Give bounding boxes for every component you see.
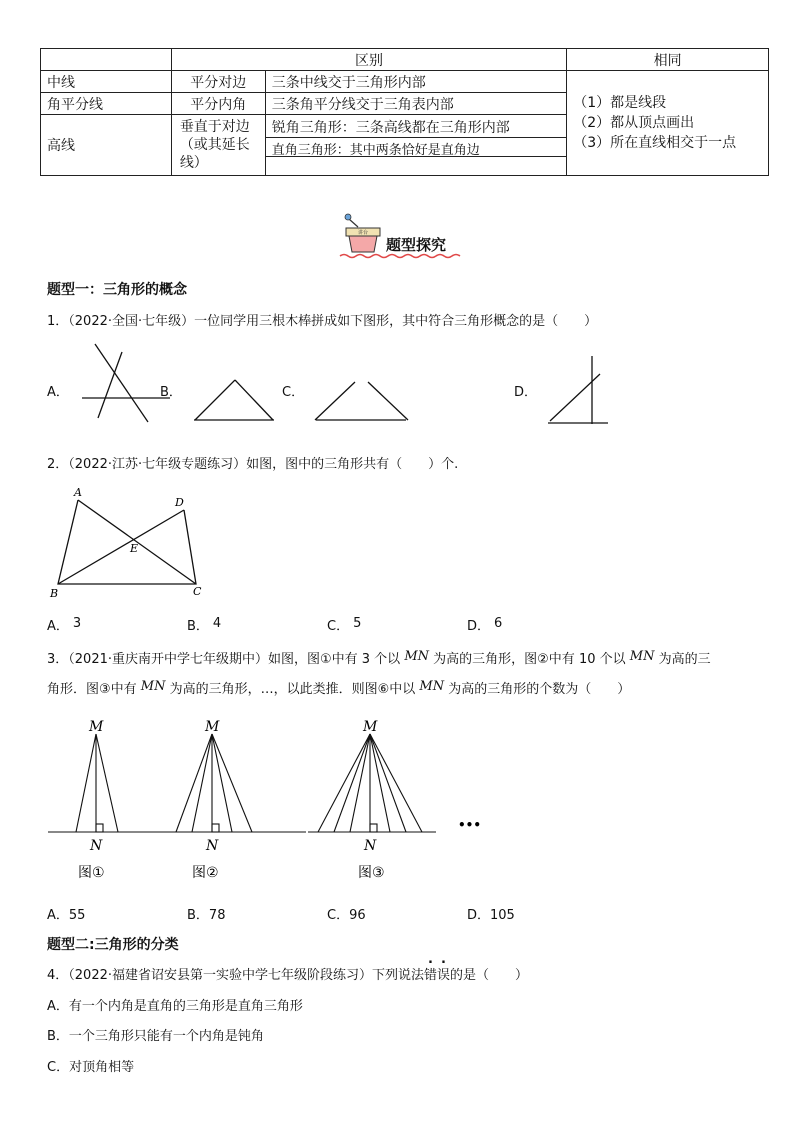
fig2-m: M [205,719,220,735]
q1-figures [60,340,630,430]
row-what: 垂直于对边（或其延长线） [171,115,265,176]
section-title: 题型一：三角形的概念 [47,282,187,298]
option-c-label: C． [282,385,305,400]
row-where-blank [266,157,567,175]
question-1: 1．（2022·全国·七年级）一位同学用三根木棒拼成如下图形，其中符合三角形概念的是（ ） [47,314,598,329]
q4-option-a: A．有一个内角是直角的三角形是直角三角形 [47,999,303,1014]
same-item: （3）所在直线相交于一点 [573,135,737,151]
same-item: （1）都是线段 [573,95,667,111]
caption-2: 图② [192,865,219,881]
row-what: 平分内角 [171,93,265,115]
q3-option-d: D．105 [467,908,515,923]
height-cell [265,115,567,176]
row-what: 平分对边 [171,71,265,93]
same-cell [567,71,769,176]
row-name: 角平分线 [41,93,172,115]
option-b-label: B． [160,385,182,400]
point-e: E [130,542,139,555]
row-where-acute: 锐角三角形：三条高线都在三角形内部 [266,115,567,138]
question-2: 2．（2022·江苏·七年级专题练习）如图，图中的三角形共有（ ）个. [47,457,459,472]
fig3-m: M [363,719,378,735]
question-3-line1: 3．（2021·重庆南开中学七年级期中）如图，图①中有 3 个以 MN 为高的三角形，图②中有 10 个以 MN 为高的三 [47,649,711,667]
stick-a2 [98,352,122,418]
header-same: 相同 [567,49,769,71]
table-corner [41,49,172,71]
board-label: 讲台 [357,230,369,236]
fig3-n: N [364,838,377,854]
stick-c1 [315,382,355,420]
q3-option-a: A．55 [47,908,86,923]
q2-option-c: C． 5 [327,616,362,634]
caption-3: 图③ [358,865,385,881]
q3-option-c: C．96 [327,908,366,923]
stick-a1 [95,344,148,422]
point-b: B [50,587,59,600]
option-d-label: D． [514,385,538,400]
banner-title: 题型探究 [386,236,447,254]
header-diff: 区别 [171,49,566,71]
ellipsis: ••• [458,818,482,832]
question-4: 4．（2022·福建省诏安县第一实验中学七年级阶段练习）下列说法错误的是（ ） [47,968,529,983]
q4-option-c: C．对顶角相等 [47,1060,135,1075]
question-3-line2: 角形．图③中有 MN 为高的三角形，…，以此类推．则图⑥中以 MN 为高的三角形的个数为（ ） [47,679,631,697]
same-item: （2）都从顶点画出 [573,115,695,131]
q3-option-b: B．78 [187,908,226,923]
stick-b2 [235,380,273,420]
caption-1: 图① [78,865,105,881]
row-name: 中线 [41,71,172,93]
section-banner [336,206,466,262]
point-c: C [193,585,202,598]
row-where: 三条中线交于三角形内部 [265,71,567,93]
row-where-right: 直角三角形：其中两条恰好是直角边 [266,138,567,157]
stick-c2 [368,382,408,420]
q2-figure [46,482,216,602]
q4-option-b: B．一个三角形只能有一个内角是钝角 [47,1029,264,1044]
fig1-m: M [89,719,104,735]
point-a: A [74,486,82,499]
fig1-n: N [90,838,103,854]
q3-figures [46,712,506,884]
q2-option-d: D． 6 [467,616,503,634]
row-name: 高线 [41,115,172,176]
q2-option-b: B． 4 [187,616,222,634]
fig2-n: N [206,838,219,854]
row-where: 三条角平分线交于三角表内部 [265,93,567,115]
option-a-label: A． [47,385,69,400]
section-title-2: 题型二:三角形的分类 [47,937,179,953]
q2-option-a: A． 3 [47,616,82,634]
point-d: D [175,496,184,509]
summary-table [40,48,769,176]
stick-b1 [195,380,235,420]
